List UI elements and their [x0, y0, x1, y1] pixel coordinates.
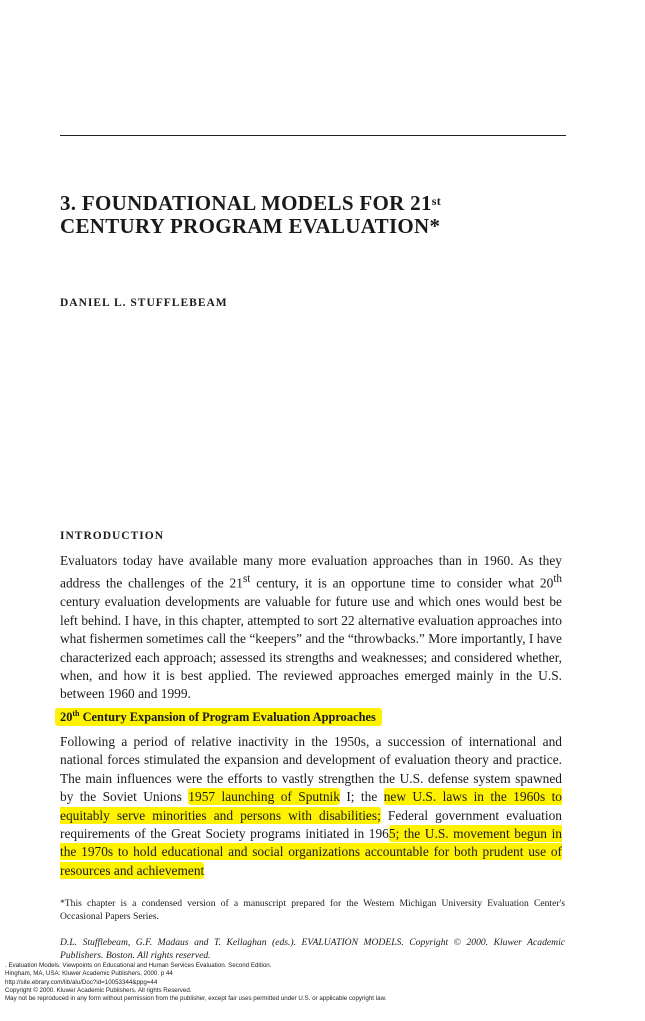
expansion-text-b: I; the: [339, 789, 384, 805]
expansion-text-c: Federal government evaluation requirements of the Great Society programs initiated in 196: [60, 807, 562, 842]
expansion-heading-pre: 20: [60, 710, 73, 725]
header-rule: [60, 135, 566, 136]
chapter-title-superscript: st: [431, 194, 442, 208]
source-line-copyright: Copyright © 2000. Kluwer Academic Publishers. All rights Reserved.: [5, 986, 192, 994]
footnote: *This chapter is a condensed version of a manuscript prepared for the Western Michigan University Evaluation Center's Occasional Papers Series.: [60, 898, 565, 922]
source-notice: [5, 962, 640, 1003]
expansion-heading-sup: th: [72, 709, 80, 718]
expansion-heading-post: Century Expansion of Program Evaluation Approaches: [79, 710, 376, 725]
expansion-heading: [55, 708, 382, 726]
highlight-us-laws: new U.S. laws in the 1960s to equitably serve minorities and persons with disabilities;: [60, 789, 562, 823]
source-line-publisher: Hingham, MA, USA: Kluwer Academic Publishers, 2000. p 44: [5, 970, 173, 978]
introduction-heading: INTRODUCTION: [60, 530, 165, 542]
chapter-title-line1: 3. FOUNDATIONAL MODELS FOR 21: [60, 191, 432, 215]
highlight-us-movement: 5; the U.S. movement begun in the 1970s to hold educational and social organizations accountable for both prudent use of resources and achievement: [60, 826, 562, 878]
highlight-sputnik: 1957 launching of Sputnik: [188, 789, 340, 805]
intro-text-b: century, it is an opportune time to consider what 20: [250, 575, 554, 591]
source-line-url: http://site.ebrary.com/lib/alu/Doc?id=10053344&ppg=44: [5, 978, 158, 986]
expansion-text-a: Following a period of relative inactivity in the 1950s, a succession of international and national forces stimulated the expansion and development of evaluation theory and practice. The main influences were the efforts to vastly strengthen the U.S. defense system spawned by the Soviet Unions: [60, 734, 562, 805]
author-name: DANIEL L. STUFFLEBEAM: [60, 297, 228, 309]
citation: D.L. Stufflebeam, G.F. Madaus and T. Kellaghan (eds.). EVALUATION MODELS. Copyright © 2000. Kluwer Academic Publishers. Boston. All rights reserved.: [60, 937, 565, 961]
source-line-permission: May not be reproduced in any form without permission from the publisher, except fair uses permitted under U.S. or applicable copyright law.: [5, 995, 387, 1003]
intro-sup-th: th: [553, 573, 562, 586]
expansion-paragraph: [60, 733, 562, 880]
intro-text-c: century evaluation developments are valuable for future use and which ones would best be left behind. I have, in this chapter, attempted to sort 22 alternative evaluation approaches into what fishermen sometimes call the “keepers” and the “throwbacks.” More importantly, I have characterized each approach; assessed its strengths and weaknesses; and considered whether, when, and how it is best applied. The reviewed approaches emerged mainly in the U.S. between 1960 and 1999.: [60, 594, 562, 702]
introduction-paragraph: [60, 552, 562, 704]
intro-text-a: Evaluators today have available many more evaluation approaches than in 1960. As they address the challenges of the 21: [60, 553, 562, 591]
chapter-title-line2: CENTURY PROGRAM EVALUATION*: [60, 214, 441, 238]
chapter-title: [60, 192, 580, 238]
intro-sup-st: st: [242, 573, 251, 586]
source-line-title: . Evaluation Models. Viewpoints on Educational and Human Services Evaluation. Second Edition.: [5, 962, 272, 969]
